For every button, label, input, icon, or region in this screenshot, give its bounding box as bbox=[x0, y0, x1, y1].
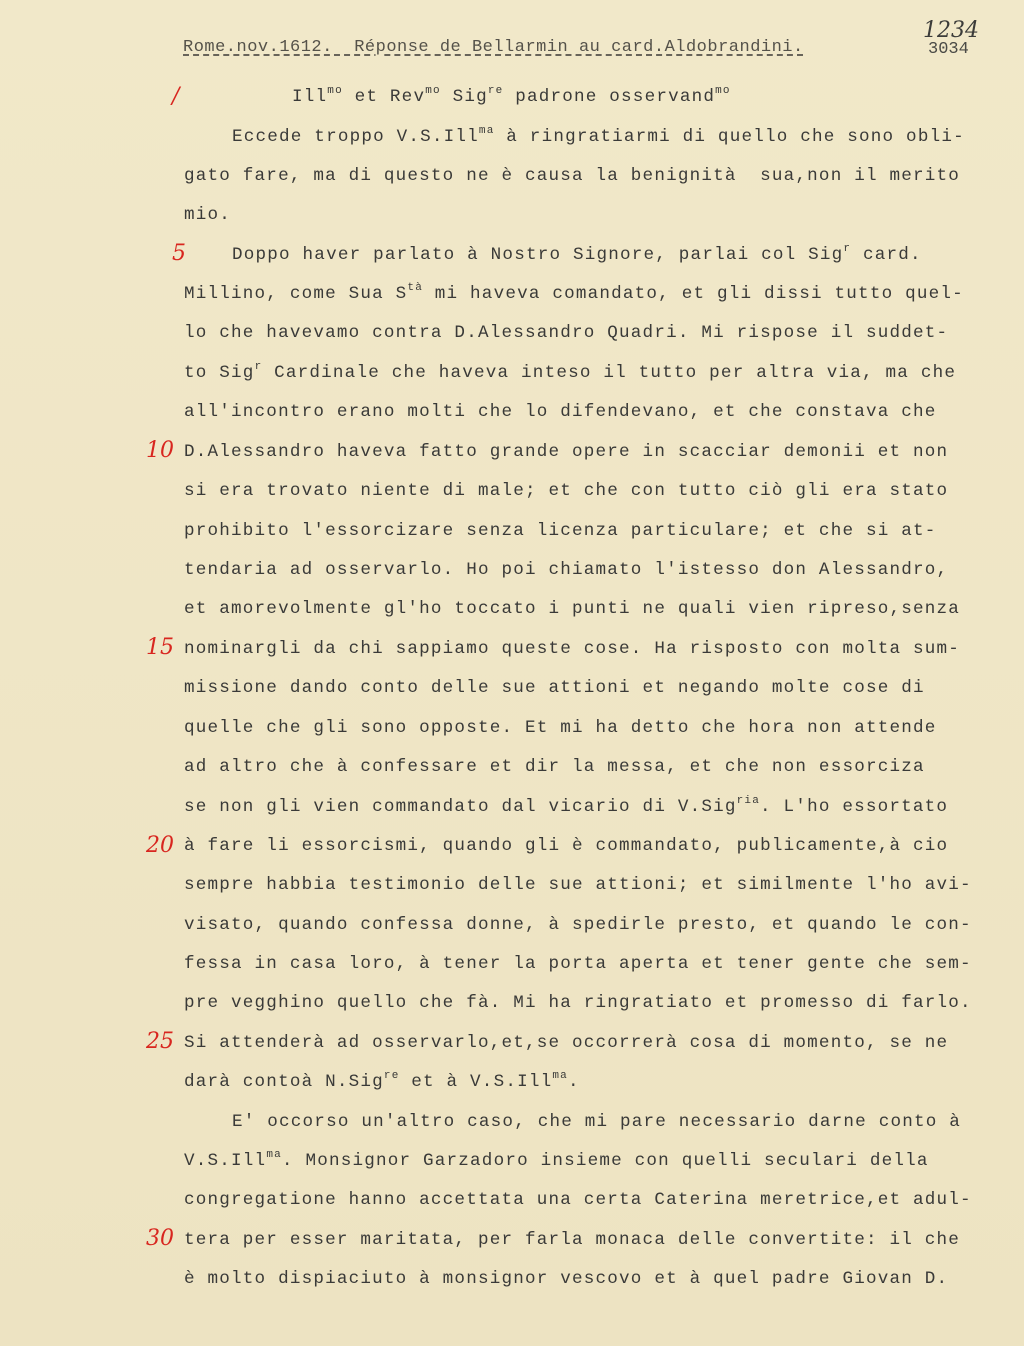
text-line: visato, quando confessa donne, à spedirle presto, et quando le con- bbox=[184, 915, 972, 935]
text-line: tera per esser maritata, per farla monaca delle convertite: il che bbox=[184, 1230, 961, 1250]
margin-line-number: 10 bbox=[146, 438, 174, 463]
text-line: missione dando conto delle sue attioni et negando molte cose di bbox=[184, 678, 925, 698]
text-line: fessa in casa loro, à tener la porta aperta et tener gente che sem- bbox=[184, 954, 972, 974]
text-line: lo che havevamo contra D.Alessandro Quadri. Mi rispose il suddet- bbox=[184, 323, 949, 343]
text-line: tendaria ad osservarlo. Ho poi chiamato l'istesso don Alessandro, bbox=[184, 560, 949, 580]
margin-line-number: 25 bbox=[146, 1029, 174, 1054]
text-line: prohibito l'essorcizare senza licenza particulare; et che si at- bbox=[184, 521, 937, 541]
margin-line-number: 20 bbox=[146, 833, 174, 858]
text-line: E' occorso un'altro caso, che mi pare necessario darne conto à bbox=[232, 1112, 961, 1132]
text-line: congregatione hanno accettata una certa Caterina meretrice,et adul- bbox=[184, 1190, 972, 1210]
text-line: Eccede troppo V.S.Ill$^{ma}$ à ringratiarmi di quello che sono obli- bbox=[232, 125, 965, 147]
text-line: Si attenderà ad osservarlo,et,se occorrerà cosa di momento, se ne bbox=[184, 1033, 949, 1053]
text-line: è molto dispiaciuto à monsignor vescovo et à quel padre Giovan D. bbox=[184, 1269, 949, 1289]
margin-line-number: 5 bbox=[172, 241, 186, 266]
handwritten-page-number: 1234 bbox=[923, 18, 979, 43]
text-line: Doppo haver parlato à Nostro Signore, parlai col Sig$^r$ card. bbox=[232, 243, 922, 265]
text-line: et amorevolmente gl'ho toccato i punti ne quali vien ripreso,senza bbox=[184, 599, 961, 619]
margin-line-number: 15 bbox=[146, 635, 174, 660]
text-line: à fare li essorcismi, quando gli è commandato, publicamente,à cio bbox=[184, 836, 949, 856]
text-line: to Sig$^r$ Cardinale che haveva inteso il tutto per altra via, ma che bbox=[184, 361, 957, 383]
text-line: nominargli da chi sappiamo queste cose. Ha risposto con molta sum- bbox=[184, 639, 961, 659]
margin-line-number: 30 bbox=[146, 1226, 174, 1251]
salutation-line: Ill$^{mo}$ et Rev$^{mo}$ Sig$^{re}$ padrone osservand$^{mo}$ bbox=[292, 85, 731, 107]
text-line: se non gli vien commandato dal vicario di V.Sig$^{ria}$. L'ho essortato bbox=[184, 795, 949, 817]
typed-page-number: 3034 bbox=[928, 40, 969, 59]
margin-line-number: / bbox=[172, 84, 180, 109]
text-line: all'incontro erano molti che lo difendevano, et che constava che bbox=[184, 402, 937, 422]
text-line: pre vegghino quello che fà. Mi ha ringratiato et promesso di farlo. bbox=[184, 993, 972, 1013]
text-line: quelle che gli sono opposte. Et mi ha detto che hora non attende bbox=[184, 718, 937, 738]
text-line: gato fare, ma di questo ne è causa la benignità sua,non il merito bbox=[184, 166, 961, 186]
text-line: sempre habbia testimonio delle sue attioni; et similmente l'ho avi- bbox=[184, 875, 972, 895]
text-line: Millino, come Sua $S^{tà}$ mi haveva comandato, et gli dissi tutto quel- bbox=[184, 282, 964, 304]
text-line: mio. bbox=[184, 205, 232, 225]
text-line: si era trovato niente di male; et che con tutto ciò gli era stato bbox=[184, 481, 949, 501]
text-line: darà contoà N.Sig$^{re}$ et à V.S.Ill$^{ma}$. bbox=[184, 1070, 580, 1092]
document-header: Rome.nov.1612. Réponse de Bellarmin au card.Aldobrandini. bbox=[183, 38, 804, 57]
text-line: V.S.Ill$^{ma}$. Monsignor Garzadoro insieme con quelli seculari della bbox=[184, 1149, 929, 1171]
text-line: ad altro che à confessare et dir la messa, et che non essorciza bbox=[184, 757, 925, 777]
text-line: D.Alessandro haveva fatto grande opere in scacciar demonii et non bbox=[184, 442, 949, 462]
